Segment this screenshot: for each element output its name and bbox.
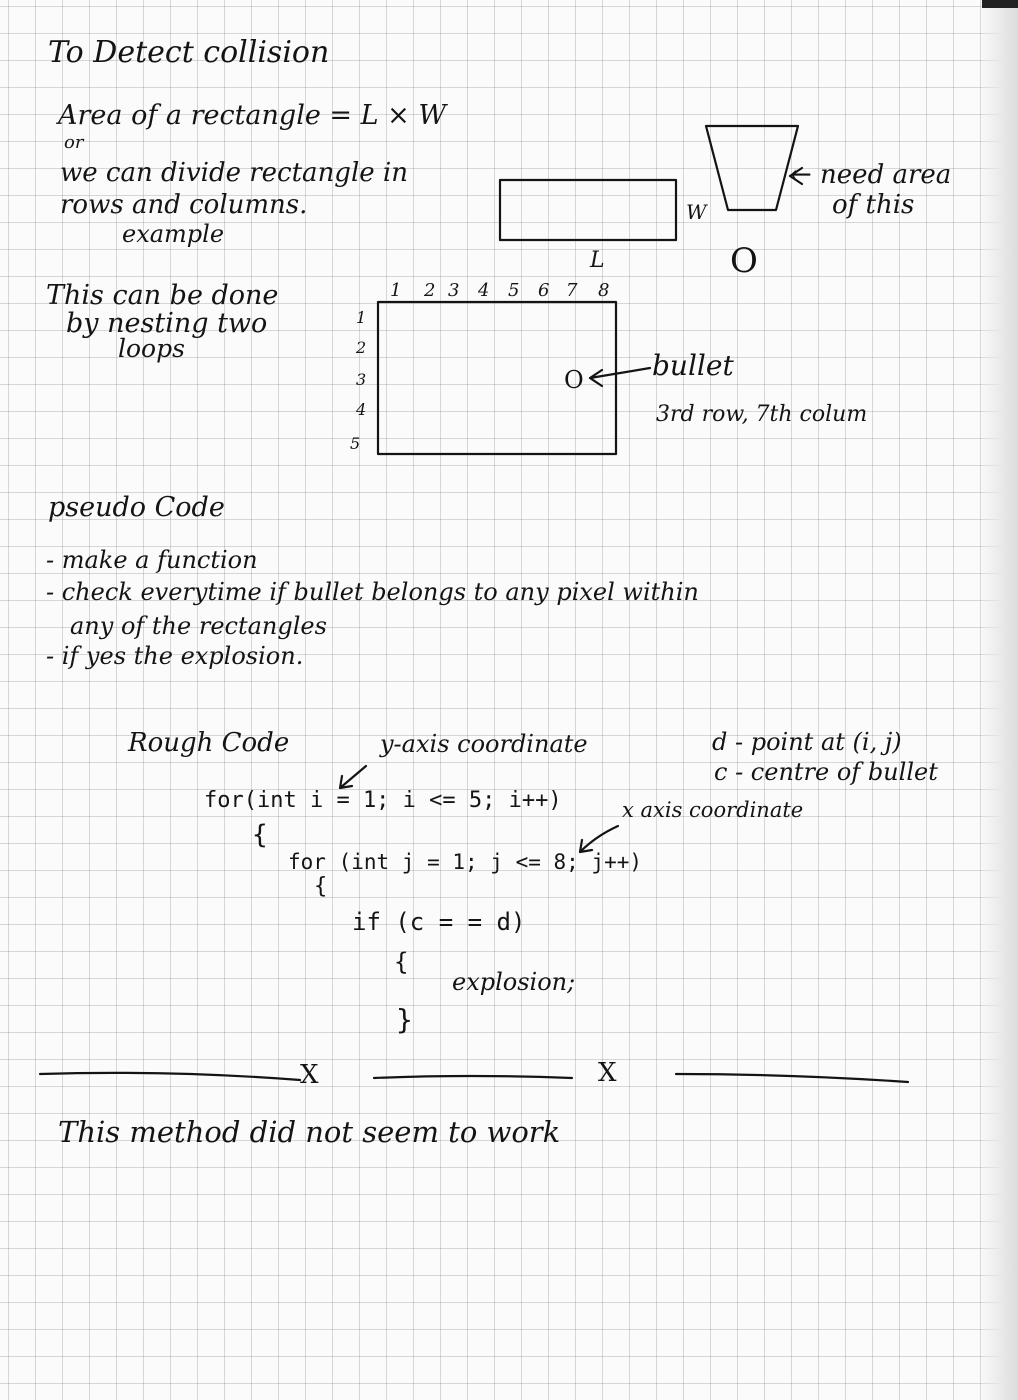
divider-x-2: X [598,1058,617,1088]
y-axis-arrow [340,766,366,788]
grid-row-5: 5 [350,434,361,453]
grid-col-6: 6 [538,280,550,301]
bullet-position: 3rd row, 7th colum [656,402,868,427]
legend-c: c - centre of bullet [714,758,938,786]
circle-label: O [730,241,758,281]
divider-line-2 [374,1076,572,1078]
divide-line-1: we can divide rectangle in [60,158,408,188]
rough-title: Rough Code [128,728,290,758]
grid-col-5: 5 [508,280,520,301]
trapezoid-note-2: of this [832,190,915,220]
grid-col-4: 4 [478,280,490,301]
code-line-1: for(int i = 1; i <= 5; i++) [204,788,562,813]
length-label: L [590,248,605,273]
trapezoid-arrow [790,168,802,184]
x-axis-arrow [580,826,618,852]
divider-line-3 [676,1074,908,1082]
trapezoid-shape [706,126,798,210]
divider-line-1 [40,1073,300,1080]
width-label: W [686,200,707,224]
nesting-note-2: by nesting two [66,308,268,339]
bullet-mark: O [564,366,584,394]
conclusion: This method did not seem to work [58,1115,561,1149]
nesting-note-3: loops [118,334,185,363]
grid-row-2: 2 [356,338,367,357]
x-axis-note: x axis coordinate [622,798,804,822]
grid-row-4: 4 [356,400,367,419]
grid-col-7: 7 [566,280,578,301]
small-rectangle [500,180,676,240]
code-line-3: for (int j = 1; j <= 8; j++) [288,850,643,874]
code-line-4: { [314,874,328,899]
pseudo-item-4: - if yes the explosion. [46,642,304,670]
code-line-5: if (c = = d) [352,908,526,936]
grid-row-3: 3 [356,370,367,389]
code-line-6: { [394,948,409,976]
code-line-2: { [252,820,268,850]
pseudo-item-3: any of the rectangles [70,612,327,640]
trapezoid-note-1: ← need area [790,160,952,190]
code-line-8: } [396,1003,413,1036]
bullet-arrow [590,368,650,386]
y-axis-note: y-axis coordinate [380,730,588,758]
pseudo-title: pseudo Code [48,492,225,523]
grid-col-8: 8 [598,280,610,301]
or-word: or [64,132,84,153]
example-word: example [122,220,225,248]
grid-col-2: 2 [424,280,436,301]
divider-x-1: X [300,1060,319,1090]
area-formula: Area of a rectangle = L × W [58,100,447,131]
nesting-note-1: This can be done [46,280,279,311]
legend-d: d - point at (i, j) [712,728,902,756]
grid-col-3: 3 [448,280,460,301]
divide-line-2: rows and columns. [60,190,308,220]
bullet-label: bullet [652,349,734,382]
grid-rectangle [378,302,616,454]
grid-col-1: 1 [390,280,402,301]
pseudo-item-2: - check everytime if bullet belongs to any pixel within [46,578,699,606]
pseudo-item-1: - make a function [46,546,258,574]
grid-row-1: 1 [356,308,367,327]
code-line-7: explosion; [452,968,576,996]
page-heading: To Detect collision [48,35,330,70]
